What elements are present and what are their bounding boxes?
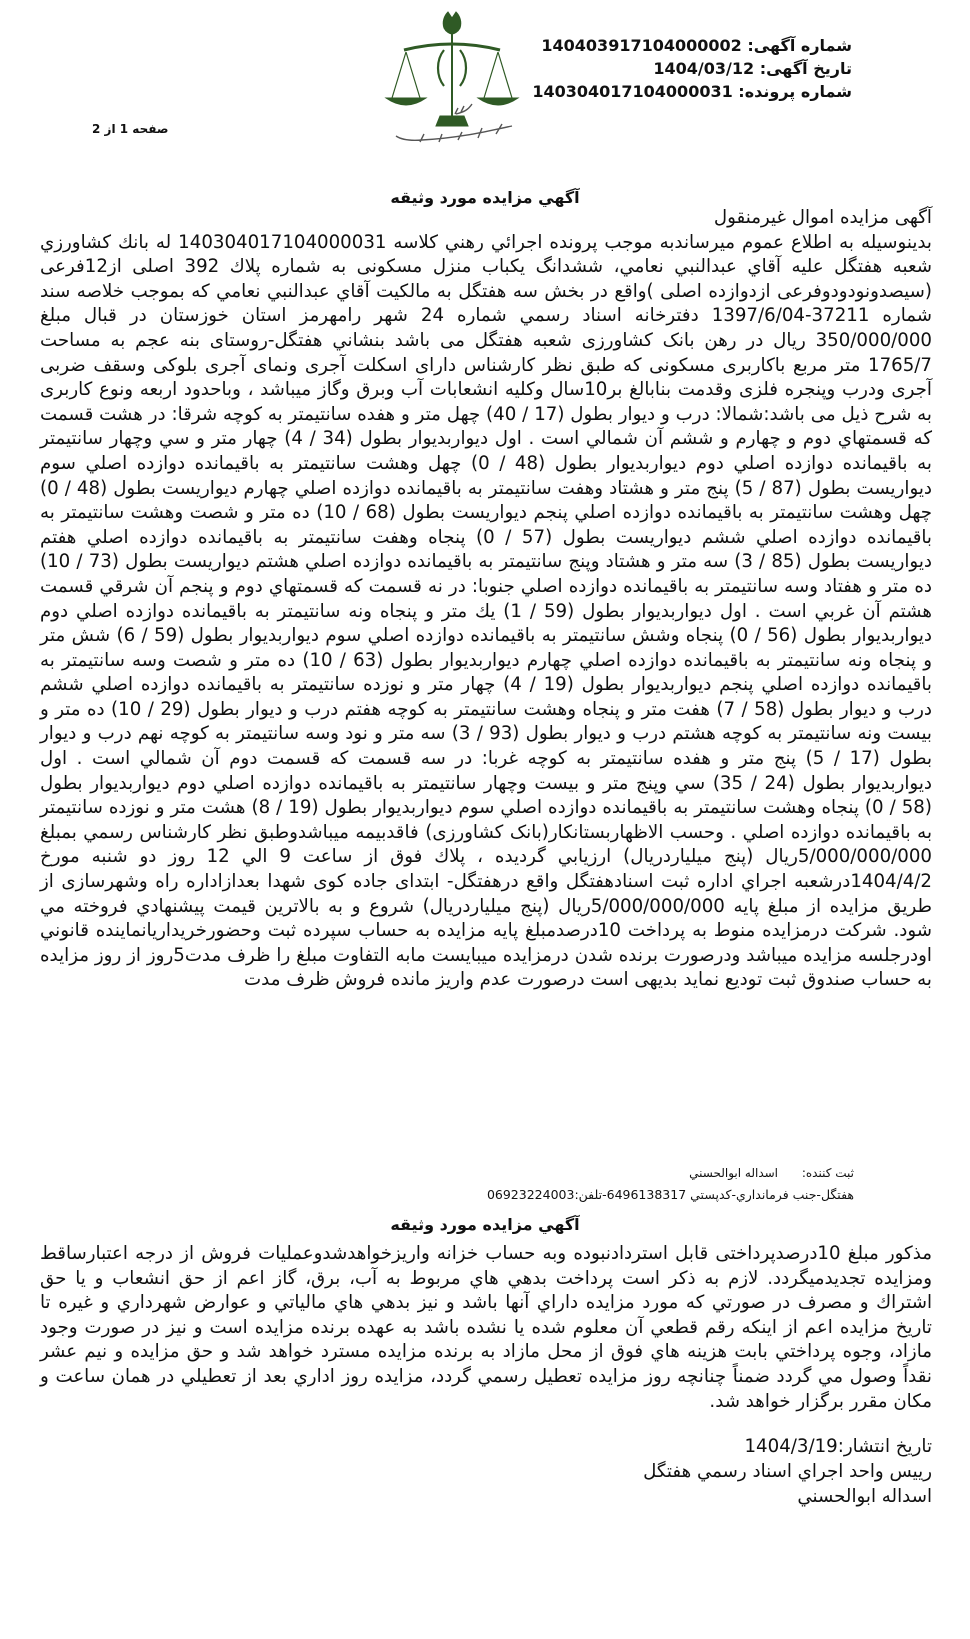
notice-body-text: بدینوسیله به اطلاع عموم میرساندبه موجب پرونده اجرائي رهني كلاسه 140304017104000031 له بانك كشاورزي شعبه هفتگل عليه آقاي عبدالنبي نعامي، ششدانگ يكباب منزل مسكونی به شماره پلاك 392 اصلی از12فرعی (سیصدونودودوفرعی ازدوازده اصلی )واقع در بخش سه هفتگل به مالكيت آقاي عبدالنبي نعامي كه بموجب خلاصه سند شماره 37211-1397/6/04 دفترخانه اسناد رسمي شماره 24 شهر رامهرمز استان خوزستان در قبال مبلغ 350/000/000 ريال در رهن بانک کشاورزی شعبه هفتگل می باشد بنشاني هفتگل-روستای بنه عجم به مساحت 1765/7 متر مربع باکاربری مسکونی كه طبق نظر كارشناس دارای اسکلت آجری ونمای آجری بلوکی وسقف ضربی آجری ودرب وپنجره فلزی وقدمت بنابالغ بر10سال وكليه انشعابات آب وبرق وگاز ميباشد ، وباحدود اربعه ونوع کاربری به شرح ذیل می باشد:شمالا: درب و ديوار بطول (17 / 40) چهل متر و هفده سانتيمتر به كوچه شرقا: در هشت قسمت كه قسمتهاي دوم و چهارم و ششم آن شمالي است . اول ديواربديوار بطول (34 / 4) چهار متر و سي وچهار سانتيمتر به باقيمانده دوازده اصلي دوم ديواربديوار بطول (48 / 0) چهل وهشت سانتيمتر به باقيمانده دوازده اصلي سوم ديواريست بطول (87 / 5) پنج متر و هشتاد وهفت سانتيمتر به باقيمانده دوازده اصلي چهارم ديواريست بطول (48 / 0) چهل وهشت سانتيمتر به باقيمانده دوازده اصلي پنجم ديواريست بطول (68 / 10) ده متر و شصت وهشت سانتيمتر به باقيمانده دوازده اصلي ششم ديواريست بطول (57 / 0) پنجاه وهفت سانتيمتر به باقيمانده دوازده اصلي هفتم ديواريست بطول (85 / 3) سه متر و هشتاد وپنج سانتيمتر به باقيمانده دوازده اصلي هشتم ديواريست بطول (73 / 10) ده متر و هفتاد وسه سانتيمتر به باقيمانده دوازده اصلي جنوبا: در نه قسمت كه قسمتهاي دوم و پنجم آن شرقي قسمت هشتم آن غربي است . اول ديواربديوار بطول (59 / 1) يك متر و پنجاه ونه سانتيمتر به باقيمانده دوازده اصلي دوم ديواربديوار بطول (56 / 0) پنجاه وشش سانتيمتر به باقيمانده دوازده اصلي سوم ديواربديوار بطول (59 / 6) شش متر و پنجاه ونه سانتيمتر به باقيمانده دوازده اصلي چهارم ديواربديوار بطول (63 / 10) ده متر و شصت وسه سانتيمتر به باقيمانده دوازده اصلي پنجم ديواربديوار بطول (19 / 4) چهار متر و نوزده سانتيمتر به باقيمانده دوازده اصلي ششم درب و ديوار بطول (58 / 7) هفت متر و پنجاه وهشت سانتيمتر به كوچه هفتم درب و ديوار بطول (29 / 10) ده متر و بيست ونه سانتيمتر به كوچه هشتم درب و ديوار بطول (93 / 3) سه متر و نود وسه سانتيمتر به كوچه نهم درب و ديوار بطول (17 / 5) پنج متر و هفده سانتيمتر به كوچه غربا: در سه قسمت كه قسمت دوم آن شمالي است . اول ديواربديوار بطول (24 / 35) سي وپنج متر و بيست وچهار سانتيمتر به باقيمانده دوازده اصلي دوم ديواربديوار بطول (58 / 0) پنجاه وهشت سانتيمتر به باقيمانده دوازده اصلي سوم ديواربديوار بطول (19 / 8) هشت متر و نوزده سانتيمتر به باقيمانده دوازده اصلي . وحسب الاظهاربستانكار(بانک کشاورزی) فاقدبيمه ميباشدوطبق نظر كارشناس رسمي بمبلغ 5/000/000/000ريال (پنج ميلياردريال) ارزيابي گرديده ، پلاك فوق از ساعت 9 الي 12 روز دو شنبه مورخ 1404/4/2درشعبه اجراي اداره ثبت اسنادهفتگل واقع درهفتگل- ابتدای جاده کوی شهدا بعدازاداره راه وشهرسازی از طريق مزايده از مبلغ پايه 5/000/000/000ريال (پنج ميلياردريال) شروع و به بالاترين قيمت پيشنهادي فروخته مي شود. شركت درمزايده منوط به پرداخت 10درصدمبلغ پايه مزايده به حساب سپرده ثبت وحضورخريداريانماينده قانوني اودرجلسه مزايده ميباشد ودرصورت برنده شدن درمزايده ميبايست مابه التفاوت مبلغ را ظرف مدت5روز از روز مزايده به حساب صندوق ثبت توديع نمايد بديهی است درصورت عدم واريز مانده فروش ظرف مدت — [40, 231, 933, 991]
registrar-label: ثبت کننده: — [801, 1166, 854, 1180]
scales-of-justice-emblem — [352, 6, 552, 154]
signer-name: اسداله ابوالحسني — [797, 1486, 932, 1507]
notice-number-label: شماره آگهی: — [747, 36, 852, 55]
file-number: 140304017104000031 — [532, 82, 733, 101]
notice-date-row — [532, 57, 852, 80]
publication-date-line — [643, 1434, 932, 1459]
notice-meta — [532, 34, 852, 103]
notice-date: 1404/03/12 — [653, 59, 755, 78]
page-indicator: صفحه 1 از 2 — [92, 122, 169, 136]
signer-title: رييس واحد اجراي اسناد رسمي هفتگل — [643, 1461, 932, 1482]
registrar — [689, 1166, 854, 1180]
publication-date: 1404/3/19 — [744, 1436, 838, 1457]
publication-block — [643, 1434, 932, 1509]
notice-number: 140403917104000002 — [541, 36, 742, 55]
notice-number-row — [532, 34, 852, 57]
publication-date-label: تاریخ انتشار: — [837, 1436, 932, 1457]
notice-title: آگهي مزايده مورد وثيقه — [390, 188, 580, 207]
notice-body-continued: مذکور مبلغ 10درصدپرداختی قابل استردادنبوده وبه حساب خزانه واريزخواهدشدوعمليات فروش از درجه اعتبارساقط ومزايده تجديدميگردد. لازم به ذكر است پرداخت بدهي هاي مربوط به آب، برق، گاز اعم از حق انشعاب و يا حق اشتراك و مصرف در صورتي كه مورد مزايده داراي آنها باشد و نيز بدهي هاي مالياتي و عوارض شهرداري و غيره تا تاريخ مزايده اعم از اينكه رقم قطعي آن معلوم شده يا نشده باشد به عهده برنده مزايده است و نيز در صورت وجود مازاد، وجوه پرداختي بابت هزينه هاي فوق از محل مازاد به برنده مزايده مسترد خواهد شد و حق مزايده و نيم عشر نقداً وصول مي گردد ضمناً چنانچه روز مزايده تعطيل رسمي گردد، مزايده روز اداري بعد از تعطيلي در همان ساعت و مكان مقرر برگزار خواهد شد. — [40, 1243, 932, 1412]
office-address: هفتگل-جنب فرمانداري-کدپستي 6496138317-تلفن:06923224003 — [486, 1187, 854, 1202]
notice-date-label: تاریخ آگهی: — [759, 59, 852, 78]
notice-body — [40, 206, 932, 993]
file-number-row — [532, 80, 852, 103]
notice-title-continued: آگهي مزايده مورد وثيقه — [390, 1215, 580, 1234]
notice-lead: آگهی مزایده اموال غیرمنقول — [713, 207, 932, 228]
registrar-name: اسداله ابوالحسني — [689, 1166, 779, 1180]
file-number-label: شماره پرونده: — [738, 82, 852, 101]
